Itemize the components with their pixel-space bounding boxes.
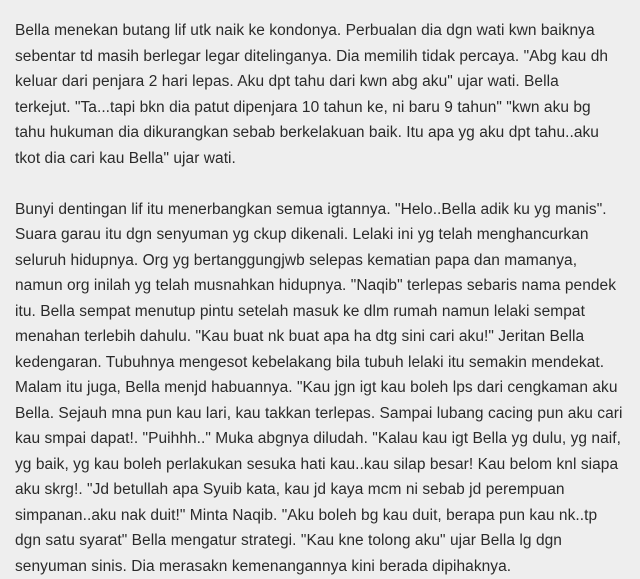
text-line: sebentar td masih berlegar legar ditelinganya. Dia memilih tidak percaya. "Abg kau dh [15, 44, 628, 70]
text-line: kedengaran. Tubuhnya mengesot kebelakang bila tubuh lelaki itu semakin mendekat. [15, 350, 628, 376]
text-line: menahan terlebih dahulu. "Kau buat nk buat apa ha dtg sini cari aku!" Jeritan Bella [15, 324, 628, 350]
text-line: keluar dari penjara 2 hari lepas. Aku dpt tahu dari kwn abg aku" ujar wati. Bella [15, 69, 628, 95]
text-line: aku skrg!. "Jd betullah apa Syuib kata, kau jd kaya mcm ni sebab jd perempuan [15, 477, 628, 503]
text-line: Bella menekan butang lif utk naik ke kondonya. Perbualan dia dgn wati kwn baiknya [15, 18, 628, 44]
text-line: yg baik, yg kau boleh perlakukan sesuka hati kau..kau silap besar! Kau belom knl siapa [15, 452, 628, 478]
text-line: namun org inilah yg telah musnahkan hidupnya. "Naqib" terlepas sebaris nama pendek [15, 273, 628, 299]
text-line: seluruh hidupnya. Org yg bertanggungjwb selepas kematian papa dan mamanya, [15, 248, 628, 274]
paragraph-2 [15, 197, 628, 579]
paragraph-spacer [15, 171, 628, 197]
text-line: Bella. Sejauh mna pun kau lari, kau takkan terlepas. Sampai lubang cacing pun aku cari [15, 401, 628, 427]
text-line: simpanan..aku nak duit!" Minta Naqib. "Aku boleh bg kau duit, berapa pun kau nk..tp [15, 503, 628, 529]
text-line: dgn satu syarat" Bella mengatur strategi. "Kau kne tolong aku" ujar Bella lg dgn [15, 528, 628, 554]
text-line: terkejut. "Ta...tapi bkn dia patut dipenjara 10 tahun ke, ni baru 9 tahun" "kwn aku bg [15, 95, 628, 121]
text-line: Malam itu juga, Bella menjd habuannya. "Kau jgn igt kau boleh lps dari cengkaman aku [15, 375, 628, 401]
text-line: Suara garau itu dgn senyuman yg ckup dikenali. Lelaki ini yg telah menghancurkan [15, 222, 628, 248]
text-line: kau smpai dapat!. "Puihhh.." Muka abgnya diludah. "Kalau kau igt Bella yg dulu, yg naif, [15, 426, 628, 452]
text-line: itu. Bella sempat menutup pintu setelah masuk ke dlm rumah namun lelaki sempat [15, 299, 628, 325]
text-line: Bunyi dentingan lif itu menerbangkan semua igtannya. "Helo..Bella adik ku yg manis". [15, 197, 628, 223]
paragraph-1 [15, 18, 628, 171]
text-line: senyuman sinis. Dia merasakn kemenangannya kini berada dipihaknya. [15, 554, 628, 579]
text-line: tkot dia cari kau Bella" ujar wati. [15, 146, 628, 172]
text-line: tahu hukuman dia dikurangkan sebab berkelakuan baik. Itu apa yg aku dpt tahu..aku [15, 120, 628, 146]
